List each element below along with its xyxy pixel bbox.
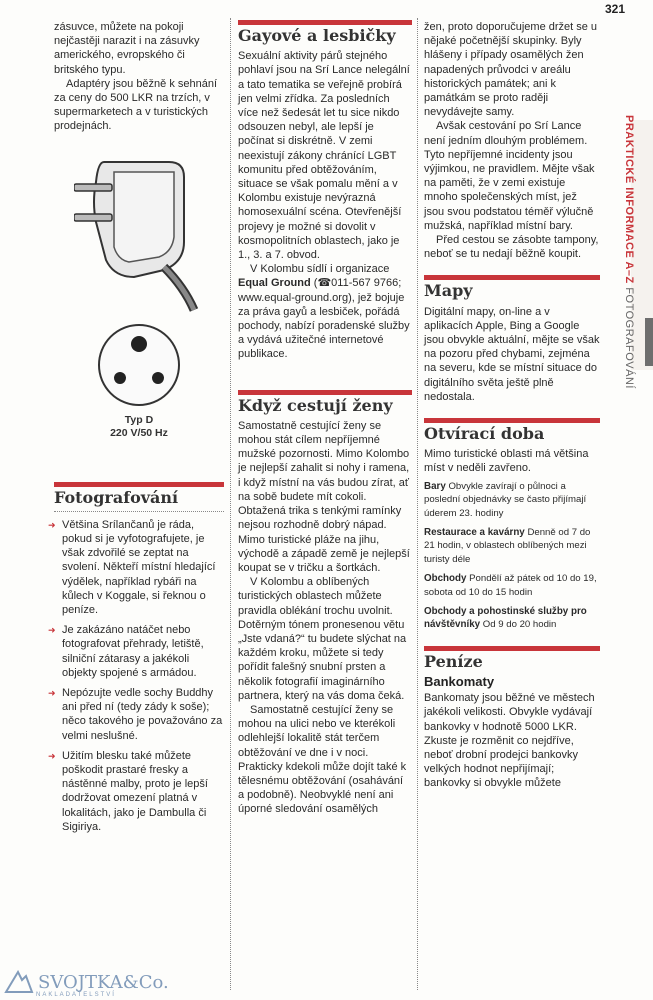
- hours-label: Bary: [424, 480, 446, 492]
- women-cont-paragraph: žen, proto doporučujeme držet se u nějaké početnější skupinky. Byly hlášeny i případy osamělých žen napadených průvodci v areálu historických památek; ani k památkám se proto raději nevydávejte samy.: [424, 21, 598, 119]
- section-bar: [424, 275, 600, 280]
- socket-type-d-icon: [94, 320, 184, 410]
- hours-row: [424, 480, 600, 520]
- publisher-watermark: [4, 970, 169, 998]
- page-number: 321: [604, 2, 625, 16]
- section-title-hours: Otvírací doba: [424, 424, 545, 444]
- foto-bullet: ➜ Užitím blesku také můžete poškodit prastaré fresky a nástěnné malby, proto je lepší dodržovat omezení platná v lokalitách, jako je Dambulla či Sigiriya.: [54, 749, 224, 834]
- dotted-separator: [54, 511, 224, 512]
- side-tab-label: [623, 115, 635, 389]
- gay-paragraph: Sexuální aktivity párů stejného pohlaví jsou na Srí Lance nelegální a tato tematika se veřejně probírá jen velmi zřídka. Za posledních více než šedesát let tu sice nikdo odsouzen nebyl, ale lepší je počínat si diskrétně. V zemi neexistují zákony chránící LGBT komunitu před obtěžováním, situace se však pomalu mění a v Kolombu existuje nevýrazná homosexuální scéna. Otevřenější projevy je možné si dovolit v kosmopolitních oblastech, jako je 1., 3. a 7. obvod.: [238, 50, 410, 262]
- side-tab-accent-text: PRAKTICKÉ INFORMACE A–Z: [623, 115, 635, 284]
- foto-bullet: ➜ Je zakázáno natáčet nebo fotografovat přehrady, letiště, silniční zátarasy a jakékoli objekty spojené s armádou.: [54, 623, 224, 680]
- women-cont-paragraph: Avšak cestování po Srí Lance není jedním dlouhým problémem. Tyto nepříjemné incidenty jsou výjimkou, ne pravidlem. Mějte však na paměti, že v zemi existuje mnoho společenských míst, jež jsou svou podstatou téměř výlučně mužská, například místní bary.: [424, 120, 595, 232]
- plug-adapter-icon: [74, 142, 204, 312]
- column-3: [424, 20, 600, 791]
- section-bar: [238, 20, 412, 25]
- maps-paragraph: Digitální mapy, on-line a v aplikacích Apple, Bing a Google jsou obvykle aktuální, mějte se však na pozoru před chybami, zejména na severu, kde se místní situace do digitálního světa ještě plně nedostala.: [424, 305, 600, 403]
- section-title-maps: Mapy: [424, 281, 473, 301]
- section-title-women: Když cestují ženy: [238, 395, 393, 415]
- column-divider: [230, 18, 231, 990]
- publisher-brand: SVOJTKA&Co.: [38, 971, 169, 993]
- gay-org-paragraph: [238, 262, 412, 361]
- side-tab-marker: [645, 318, 653, 366]
- section-bar: [424, 418, 600, 423]
- hours-row: [424, 526, 600, 566]
- column-1: [54, 20, 224, 840]
- gay-org-pre: V Kolombu sídlí i organizace: [250, 263, 390, 276]
- women-paragraph: V Kolombu a oblíbených turistických oblastech můžete pravidla oblékání trochu uvolnit. Dotěrným tónem pronesenou větu „Jste vdaná?“ tu budete slýchat na každém kroku, můžete si tedy pořídit falešný snubní prsten a několik fotografií imaginárního partnera, který na vás doma čeká.: [238, 576, 407, 702]
- section-bar: [238, 390, 412, 395]
- socket-type: Typ D: [124, 413, 154, 426]
- women-cont-paragraph: Před cestou se zásobte tampony, neboť se tu nedají běžně koupit.: [424, 234, 599, 261]
- subsection-title-atm: Bankomaty: [424, 673, 495, 689]
- atm-paragraph: Bankomaty jsou běžné ve městech jakékoli velikosti. Obvykle vydávají bankovky v hodnotě 5000 LKR. Zkuste je rozměnit co nejdříve, neboť drobní prodejci bankovky velkých hodnot nepřijímají; bankovky si obvykle můžete: [424, 692, 595, 790]
- intro-paragraph: zásuvce, můžete na pokoji nejčastěji narazit i na zásuvky amerického, evropského či britského typu.: [54, 21, 200, 76]
- publisher-sub: NAKLADATELSTVÍ: [36, 992, 116, 998]
- section-bar: [54, 482, 224, 487]
- section-title-foto: Fotografování: [54, 487, 179, 507]
- column-divider: [417, 18, 418, 990]
- foto-bullet: ➜ Nepózujte vedle sochy Buddhy ani před ní (tedy zády k soše); něco takového je považováno za velmi neslušné.: [54, 686, 224, 743]
- adapter-paragraph: Adaptéry jsou běžně k sehnání za ceny do 500 LKR na trzích, v supermarketech a v turistických prodejnách.: [54, 77, 218, 133]
- foto-bullet: ➜ Většina Srílančanů je ráda, pokud si je vyfotografujete, je však zdvořilé se zeptat na svolení. Někteří místní hledající výdělek, například rybáři na kůlech v Koggale, si řeknou o peníze.: [54, 518, 224, 617]
- section-bar: [424, 646, 600, 651]
- women-paragraph: Samostatně cestující ženy se mohou na ulici nebo ve kterékoli odlehlejší lokalitě stát terčem obtěžování ve dne i v noci. Prakticky kdekoli může dojít také k tělesnému obtěžování (osahávání a podobně). Neobvyklé není ani úporné sledování osamělých: [238, 703, 407, 816]
- equal-ground-link: Equal Ground: [238, 277, 311, 290]
- publisher-logo-icon: [4, 970, 34, 994]
- hours-label: Obchody a pohostinské služby pro návštěvníky: [424, 605, 587, 631]
- hours-label: Restaurace a kavárny: [424, 526, 525, 538]
- hours-text: Obvykle zavírají o půlnoci a poslední objednávky se často přijímají úderem 23. hodiny: [424, 480, 587, 519]
- hours-row: [424, 572, 600, 599]
- hours-label: Obchody: [424, 573, 467, 585]
- section-title-gay: Gayové a lesbičky: [238, 26, 396, 45]
- gay-org-post: (☎011-567 9766; www.equal-ground.org), jež bojuje za práva gayů a lesbiček, pořádá pochody, nabízí poradenské služby a vydává užitečné internetové publikace.: [238, 277, 410, 361]
- side-tab-plain-text: FOTOGRAFOVÁNÍ: [623, 287, 635, 389]
- socket-voltage: 220 V/50 Hz: [110, 426, 168, 439]
- hours-text: Od 9 do 20 hodin: [482, 619, 557, 631]
- hours-text: Pondělí až pátek od 10 do 19, sobota od 10 do 15 hodin: [424, 573, 597, 598]
- hours-text: Denně od 7 do 21 hodin, v oblastech oblíbených mezi turisty déle: [424, 526, 591, 565]
- column-2: [238, 20, 412, 817]
- hours-row: [424, 605, 600, 632]
- hours-intro: Mimo turistické oblasti má většina míst v neděli zavřeno.: [424, 448, 589, 475]
- section-title-money: Peníze: [424, 651, 483, 671]
- women-paragraph: Samostatně cestující ženy se mohou stát cílem nepříjemné mužské pozornosti. Mimo Kolombo je nejlepší zahalit si nohy i ramena, i když místní na vás budou zírat, ať na sobě budete mít cokoli. Obtažená trika s tenkými ramínky nejsou rozhodně dobrý nápad. Mimo turistické pláže na jihu, východě a západě země je nejlepší koupat se v tričku a šortkách.: [238, 419, 410, 574]
- socket-caption: [54, 414, 224, 440]
